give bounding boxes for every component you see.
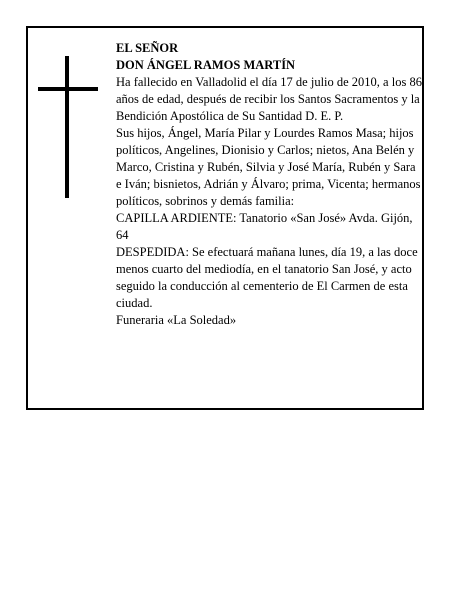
cross-icon (38, 56, 98, 198)
family-list: Sus hijos, Ángel, María Pilar y Lourdes Ramos Masa; hijos políticos, Angelines, Dionisio y Carlos; nietos, Ana Belén y Marco, Cristina y Rubén, Silvia y José María, Rubén y Sara e Iván; bisnietos, Adrián y Álvaro; prima, Vicenta; hermanos políticos, sobrinos y demás familia: (116, 126, 421, 208)
funeral-home: Funeraria «La Soledad» (116, 313, 237, 327)
farewell-info: DESPEDIDA: Se efectuará mañana lunes, día 19, a las doce menos cuarto del mediodía, en el tanatorio San José, y acto seguido la conducción al cementerio de El Carmen de esta ciudad. (116, 245, 418, 310)
cross-vertical-bar (65, 56, 69, 198)
death-info: Ha fallecido en Valladolid el día 17 de julio de 2010, a los 86 años de edad, después de recibir los Santos Sacramentos y la Bendición Apostólica de Su Santidad D. E. P. (116, 75, 422, 123)
notice-text (116, 40, 424, 329)
chapel-info: CAPILLA ARDIENTE: Tanatorio «San José» Avda. Gijón, 64 (116, 211, 413, 242)
obituary-notice (26, 26, 424, 410)
heading-title: EL SEÑOR (116, 41, 179, 55)
cross-horizontal-bar (38, 87, 98, 91)
deceased-name: DON ÁNGEL RAMOS MARTÍN (116, 58, 296, 72)
